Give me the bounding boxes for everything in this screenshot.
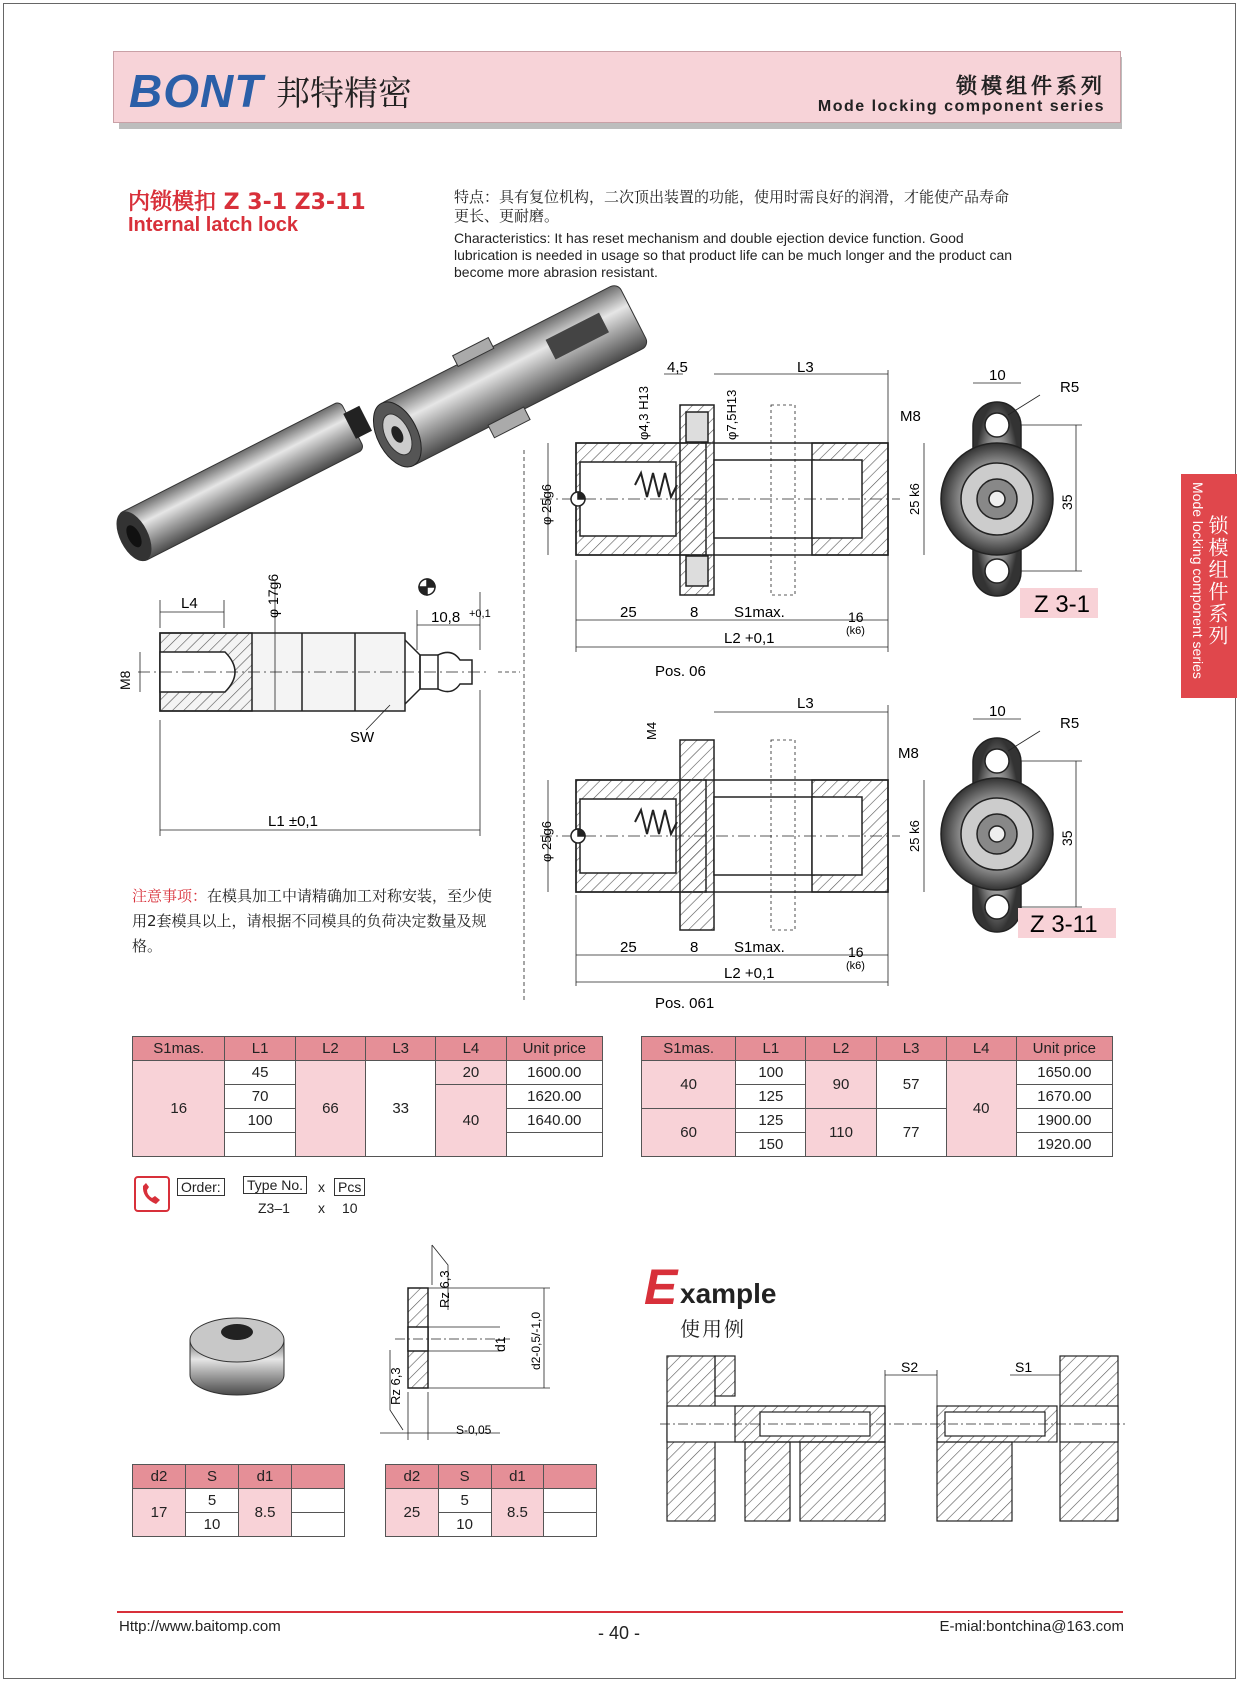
label-M4: M4 — [644, 721, 659, 740]
cell-empty — [506, 1133, 602, 1157]
cell-s1: 16 — [133, 1061, 225, 1157]
washer-table-1 — [132, 1464, 345, 1537]
cell-price: 1900.00 — [1016, 1109, 1112, 1133]
cell-d1: 8.5 — [239, 1489, 292, 1537]
footer-rule — [117, 1611, 1123, 1613]
cell-l4: 40 — [436, 1085, 506, 1157]
th-s1: S1mas. — [133, 1037, 225, 1061]
label-phi25-z31: φ 25g6 — [539, 484, 554, 525]
th-l3: L3 — [366, 1037, 436, 1061]
cell-l2: 110 — [806, 1109, 876, 1157]
order-x: x — [318, 1179, 325, 1195]
table-header-row — [642, 1037, 1113, 1061]
th-s: S — [186, 1465, 239, 1489]
cell-s: 5 — [186, 1489, 239, 1513]
label-10-z31: 10 — [989, 367, 1006, 384]
label-4-5: 4,5 — [667, 359, 688, 376]
example-title-cn: 使用例 — [680, 1317, 746, 1341]
side-tab-cn: 锁模组件系列 — [1205, 515, 1229, 647]
table-row — [642, 1061, 1113, 1085]
label-16-z311: 16 — [848, 944, 864, 960]
table-row — [133, 1489, 345, 1513]
cell-l1: 150 — [736, 1133, 806, 1157]
cell-l2: 90 — [806, 1061, 876, 1109]
label-R5-z31: R5 — [1060, 379, 1080, 396]
label-d2tol: d2-0,5/-1,0 — [529, 1311, 543, 1370]
table-header-row — [386, 1465, 597, 1489]
product-title-cn: 内锁模扣 Z 3-1 Z3-11 — [128, 190, 366, 215]
cell-s: 5 — [438, 1489, 491, 1513]
series-title-cn: 锁模组件系列 — [956, 74, 1106, 98]
label-M8-z311: M8 — [898, 745, 919, 762]
label-10-8-tol: +0,1 — [469, 608, 491, 620]
label-M8-pin: M8 — [117, 670, 133, 690]
cell-l1: 45 — [225, 1061, 295, 1085]
th-price: Unit price — [506, 1037, 602, 1061]
th-d1: d1 — [491, 1465, 544, 1489]
cell-price: 1650.00 — [1016, 1061, 1112, 1085]
th-s: S — [438, 1465, 491, 1489]
cell-l1: 100 — [736, 1061, 806, 1085]
label-25k6-z31: 25 k6 — [907, 483, 922, 515]
label-SW: SW — [350, 729, 375, 746]
example-drawing — [660, 1356, 1125, 1521]
label-z311: Z 3-11 — [1030, 911, 1098, 938]
cell-empty — [544, 1489, 597, 1513]
label-phi25-z311: φ 25g6 — [539, 821, 554, 862]
table-row — [133, 1061, 603, 1085]
example-initial: E — [644, 1259, 678, 1315]
washer-table-2 — [385, 1464, 597, 1537]
z311-end-view — [941, 719, 1082, 932]
series-title-en: Mode locking component series — [817, 98, 1105, 115]
th-empty — [292, 1465, 345, 1489]
table-header-row — [133, 1465, 345, 1489]
label-10-8: 10,8 — [431, 609, 461, 626]
order-type-no: Type No. — [243, 1177, 307, 1193]
characteristics-en: Characteristics: It has reset mechanism and double ejection device function. Good lubrication is needed in usage so that product life can be much longer and the product can become more abrasion resistant. — [454, 230, 1013, 280]
cell-price: 1920.00 — [1016, 1133, 1112, 1157]
table-row — [386, 1489, 597, 1513]
order-pcs: Pcs — [334, 1179, 365, 1195]
cell-s1: 40 — [642, 1061, 736, 1109]
brand-name-cn: 邦特精密 — [276, 74, 412, 114]
label-M8-z31: M8 — [900, 408, 921, 425]
label-25-z31: 25 — [620, 604, 637, 621]
note-text: 在模具加工中请精确加工对称安装，至少使用2套模具以上，请根据不同模具的负荷决定数量及规格。 — [132, 887, 493, 955]
label-L2-z31: L2 +0,1 — [724, 630, 775, 647]
label-35-z311: 35 — [1059, 830, 1075, 846]
z31-end-view — [941, 383, 1082, 596]
order-label: Order: — [177, 1179, 225, 1195]
cell-empty — [544, 1513, 597, 1537]
example-title: xample — [680, 1278, 777, 1309]
label-35-z31: 35 — [1059, 494, 1075, 510]
product-title-en: Internal latch lock — [128, 214, 299, 236]
th-s1: S1mas. — [642, 1037, 736, 1061]
brand-logo: BONT — [129, 65, 264, 117]
cell-l1: 70 — [225, 1085, 295, 1109]
cell-l1: 125 — [736, 1109, 806, 1133]
cell-price: 1600.00 — [506, 1061, 602, 1085]
label-phi43: φ4,3 H13 — [636, 386, 651, 440]
order-example-qty: 10 — [342, 1200, 358, 1216]
label-k6-z31: (k6) — [846, 625, 865, 637]
page-number: - 40 - — [598, 1623, 641, 1643]
th-l2: L2 — [806, 1037, 876, 1061]
cell-l4: 40 — [946, 1061, 1016, 1157]
cell-l2: 66 — [295, 1061, 365, 1157]
label-pos06: Pos. 06 — [655, 663, 706, 680]
label-d1: d1 — [492, 1336, 508, 1352]
cell-price: 1670.00 — [1016, 1085, 1112, 1109]
cell-d2: 17 — [133, 1489, 186, 1537]
th-l4: L4 — [436, 1037, 506, 1061]
z311-section-drawing — [540, 705, 924, 986]
label-R5-z311: R5 — [1060, 715, 1080, 732]
cell-s1: 60 — [642, 1109, 736, 1157]
order-example-x: x — [318, 1200, 325, 1216]
cell-s: 10 — [186, 1513, 239, 1537]
cell-d2: 25 — [386, 1489, 439, 1537]
label-z31: Z 3-1 — [1034, 591, 1091, 618]
th-price: Unit price — [1016, 1037, 1112, 1061]
label-25-z311: 25 — [620, 939, 637, 956]
cell-s: 10 — [438, 1513, 491, 1537]
th-l2: L2 — [295, 1037, 365, 1061]
footer-url[interactable]: Http://www.baitomp.com — [119, 1618, 281, 1635]
label-25k6-z311: 25 k6 — [907, 820, 922, 852]
label-rz63-bottom: Rz 6,3 — [388, 1367, 403, 1405]
th-l4: L4 — [946, 1037, 1016, 1061]
cell-l3: 77 — [876, 1109, 946, 1157]
label-phi17g6: φ 17g6 — [265, 573, 281, 618]
product-photo — [109, 274, 655, 567]
cell-empty — [225, 1133, 295, 1157]
label-S2: S2 — [901, 1359, 919, 1375]
th-d1: d1 — [239, 1465, 292, 1489]
label-L3-z311: L3 — [797, 695, 814, 712]
th-l1: L1 — [225, 1037, 295, 1061]
th-l3: L3 — [876, 1037, 946, 1061]
cell-l3: 33 — [366, 1061, 436, 1157]
order-example-type: Z3–1 — [258, 1200, 290, 1216]
label-phi75: φ7,5H13 — [724, 389, 739, 440]
cell-empty — [292, 1513, 345, 1537]
side-tab-en: Mode locking component series — [1190, 482, 1206, 679]
phone-icon — [134, 1176, 170, 1212]
washer-photo — [190, 1318, 284, 1395]
label-8-z31: 8 — [690, 604, 699, 621]
label-8-z311: 8 — [690, 939, 699, 956]
th-d2: d2 — [133, 1465, 186, 1489]
features-cn: 特点：具有复位机构，二次顶出装置的功能，使用时需良好的润滑，才能使产品寿命更长、更耐磨。 — [454, 188, 1010, 225]
price-table-right — [641, 1036, 1113, 1157]
th-d2: d2 — [386, 1465, 439, 1489]
cell-empty — [292, 1489, 345, 1513]
cell-price: 1640.00 — [506, 1109, 602, 1133]
footer-email[interactable]: E-mial:bontchina@163.com — [939, 1618, 1124, 1635]
label-S1: S1 — [1015, 1359, 1033, 1375]
table-header-row — [133, 1037, 603, 1061]
label-pos061: Pos. 061 — [655, 995, 715, 1012]
label-L4: L4 — [181, 595, 198, 612]
cell-price: 1620.00 — [506, 1085, 602, 1109]
th-empty — [544, 1465, 597, 1489]
label-s1max-z31: S1max. — [734, 604, 785, 621]
label-L1: L1 ±0,1 — [268, 813, 318, 830]
th-l1: L1 — [736, 1037, 806, 1061]
note-block — [132, 884, 504, 959]
price-table-left — [132, 1036, 603, 1157]
label-L3-z31: L3 — [797, 359, 814, 376]
cell-l3: 57 — [876, 1061, 946, 1109]
label-k6-z311: (k6) — [846, 960, 865, 972]
label-rz63-top: Rz 6,3 — [437, 1270, 452, 1308]
label-s1max-z311: S1max. — [734, 939, 785, 956]
label-10-z311: 10 — [989, 703, 1006, 720]
label-16-z31: 16 — [848, 609, 864, 625]
label-L2-z311: L2 +0,1 — [724, 965, 775, 982]
cell-l1: 125 — [736, 1085, 806, 1109]
cell-l1: 100 — [225, 1109, 295, 1133]
washer-section-drawing — [380, 1245, 550, 1440]
cell-d1: 8.5 — [491, 1489, 544, 1537]
label-s005: S-0,05 — [456, 1423, 492, 1437]
note-label: 注意事项： — [132, 887, 208, 905]
cell-l4: 20 — [436, 1061, 506, 1085]
table-row — [642, 1109, 1113, 1133]
